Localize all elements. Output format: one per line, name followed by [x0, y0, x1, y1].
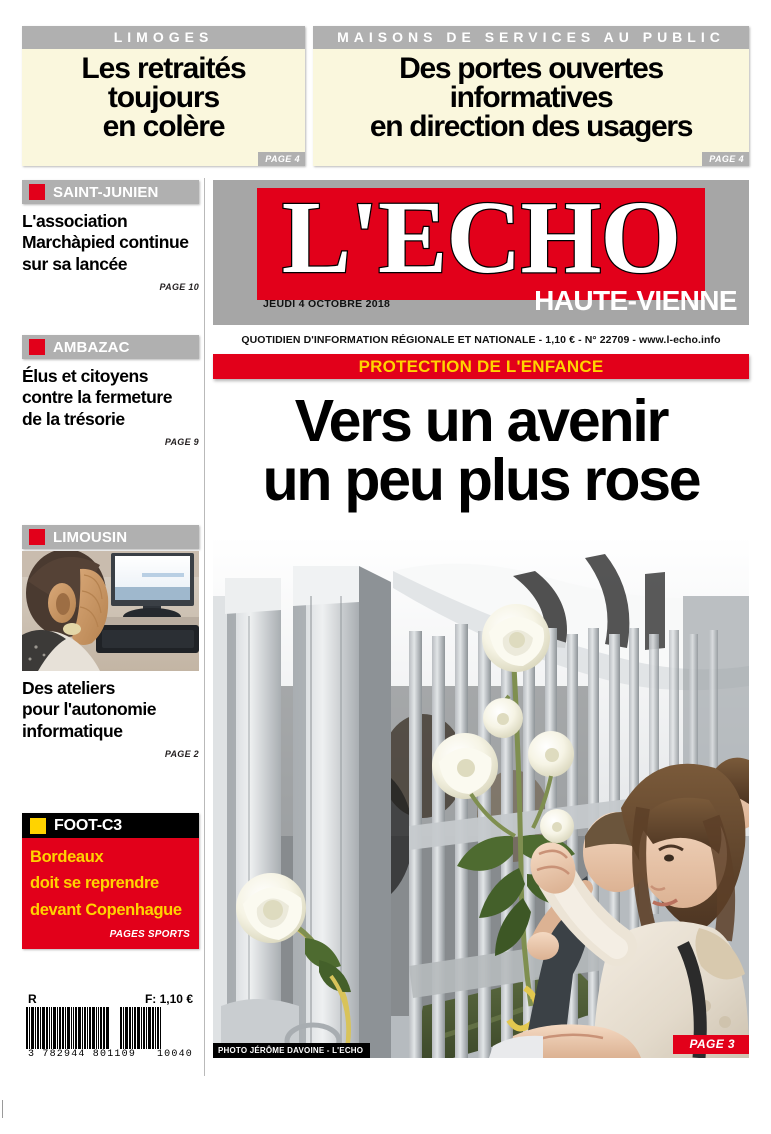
teaser-title-maisons-services [313, 49, 749, 144]
lead-page-ref[interactable]: PAGE 3 [673, 1035, 749, 1054]
sidebar-item-limousin[interactable] [22, 525, 199, 759]
barcode-header [22, 992, 199, 1007]
teaser-title-line: en direction des usagers [369, 110, 693, 144]
sports-kicker-label: FOOT-C3 [54, 816, 122, 834]
sidebar-title-line: pour l'autonomie [22, 699, 157, 720]
column-divider [204, 178, 205, 1076]
teaser-maisons-services[interactable] [313, 26, 749, 166]
barcode-group-main [26, 1007, 110, 1049]
teaser-page-ref-limoges[interactable]: PAGE 4 [258, 152, 305, 166]
barcode-price-label: F: 1,10 € [144, 992, 193, 1006]
sidebar-kicker-ambazac [22, 335, 199, 359]
masthead-logo: L'ECHO [281, 180, 681, 295]
square-bullet-icon [30, 818, 46, 834]
sidebar-page-ref-limousin[interactable]: PAGE 2 [164, 749, 199, 760]
sidebar-title-line: contre la fermeture [22, 387, 172, 408]
sidebar-title-saint-junien [22, 211, 199, 275]
sidebar-kicker-limousin [22, 525, 199, 549]
sports-page-ref[interactable]: PAGES SPORTS [109, 929, 190, 941]
sidebar-title-limousin [22, 678, 199, 742]
sidebar-title-line: Des ateliers [22, 678, 115, 698]
lead-headline-line: Vers un avenir [294, 388, 668, 454]
teaser-limoges[interactable] [22, 26, 305, 166]
sidebar-photo-limousin [22, 551, 199, 671]
barcode-digits-right: 10040 [156, 1049, 193, 1060]
computer-workshop-photo-illustration [22, 551, 199, 671]
teaser-page-ref-maisons-services[interactable]: PAGE 4 [702, 152, 749, 166]
teaser-body-limoges [22, 49, 305, 166]
main-column [213, 180, 749, 513]
masthead-date: JEUDI 4 OCTOBRE 2018 [263, 298, 391, 310]
sidebar-item-ambazac[interactable] [22, 335, 199, 447]
lead-headline [213, 379, 749, 513]
sidebar-title-line: Élus et citoyens [22, 366, 149, 386]
barcode-digits [22, 1049, 199, 1060]
sidebar-kicker-label: SAINT-JUNIEN [53, 183, 159, 201]
lead-kicker: PROTECTION DE L'ENFANCE [213, 354, 749, 379]
sidebar-title-line: sur sa lancée [22, 253, 128, 274]
bottom-edge-tick [2, 1100, 3, 1118]
sports-title-line: doit se reprendre [30, 874, 159, 893]
sidebar-kicker-label: AMBAZAC [53, 338, 130, 356]
square-bullet-icon [29, 184, 45, 200]
barcode-bars [22, 1007, 199, 1049]
masthead-edition: HAUTE-VIENNE [534, 285, 737, 316]
sidebar-page-ref-ambazac[interactable]: PAGE 9 [164, 437, 199, 448]
lead-headline-line: un peu plus rose [262, 447, 700, 513]
teaser-title-line: toujours [107, 81, 220, 115]
teaser-title-line: en colère [102, 110, 225, 144]
sidebar-kicker-label: LIMOUSIN [53, 528, 128, 546]
teaser-body-maisons-services [313, 49, 749, 166]
sports-title-line: Bordeaux [30, 848, 104, 866]
square-bullet-icon [29, 339, 45, 355]
sidebar-title-line: informatique [22, 720, 123, 741]
sidebar-page-ref-saint-junien[interactable]: PAGE 10 [159, 282, 199, 293]
sidebar-item-foot-c3[interactable] [22, 813, 199, 949]
sidebar-title-ambazac [22, 366, 199, 430]
photo-credit: PHOTO JÉRÔME DAVOINE - L'ECHO [213, 1043, 370, 1058]
teaser-title-line: Des portes ouvertes [399, 52, 663, 85]
teaser-title-line: Les retraités [81, 52, 246, 85]
barcode-digits-left: 3 782944 801109 [28, 1049, 137, 1060]
sidebar-kicker-saint-junien [22, 180, 199, 204]
sidebar-item-saint-junien[interactable] [22, 180, 199, 292]
sidebar-title-line: de la trésorie [22, 408, 125, 429]
teaser-kicker-limoges: LIMOGES [22, 26, 305, 49]
lead-photo [213, 536, 749, 1058]
sidebar-title-line: Marchàpied continue [22, 232, 189, 253]
sports-title [22, 838, 199, 923]
teaser-kicker-maisons-services: MAISONS DE SERVICES AU PUBLIC [313, 26, 749, 49]
barcode-left-mark: R [28, 992, 37, 1006]
masthead-strapline: QUOTIDIEN D'INFORMATION RÉGIONALE ET NATIONALE - 1,10 € - N° 22709 - www.l-echo.info [241, 334, 721, 346]
sports-teaser-box[interactable] [22, 813, 199, 949]
barcode-block [22, 992, 199, 1060]
sports-title-line: devant Copenhague [30, 900, 182, 919]
sports-kicker [22, 813, 199, 838]
roses-on-fence-photo-illustration [213, 536, 749, 1058]
masthead [213, 180, 749, 325]
teaser-title-limoges [22, 49, 305, 144]
barcode-group-addon [120, 1007, 162, 1049]
teaser-title-line: informatives [449, 81, 613, 115]
square-bullet-icon [29, 529, 45, 545]
sidebar-title-line: L'association [22, 211, 128, 231]
